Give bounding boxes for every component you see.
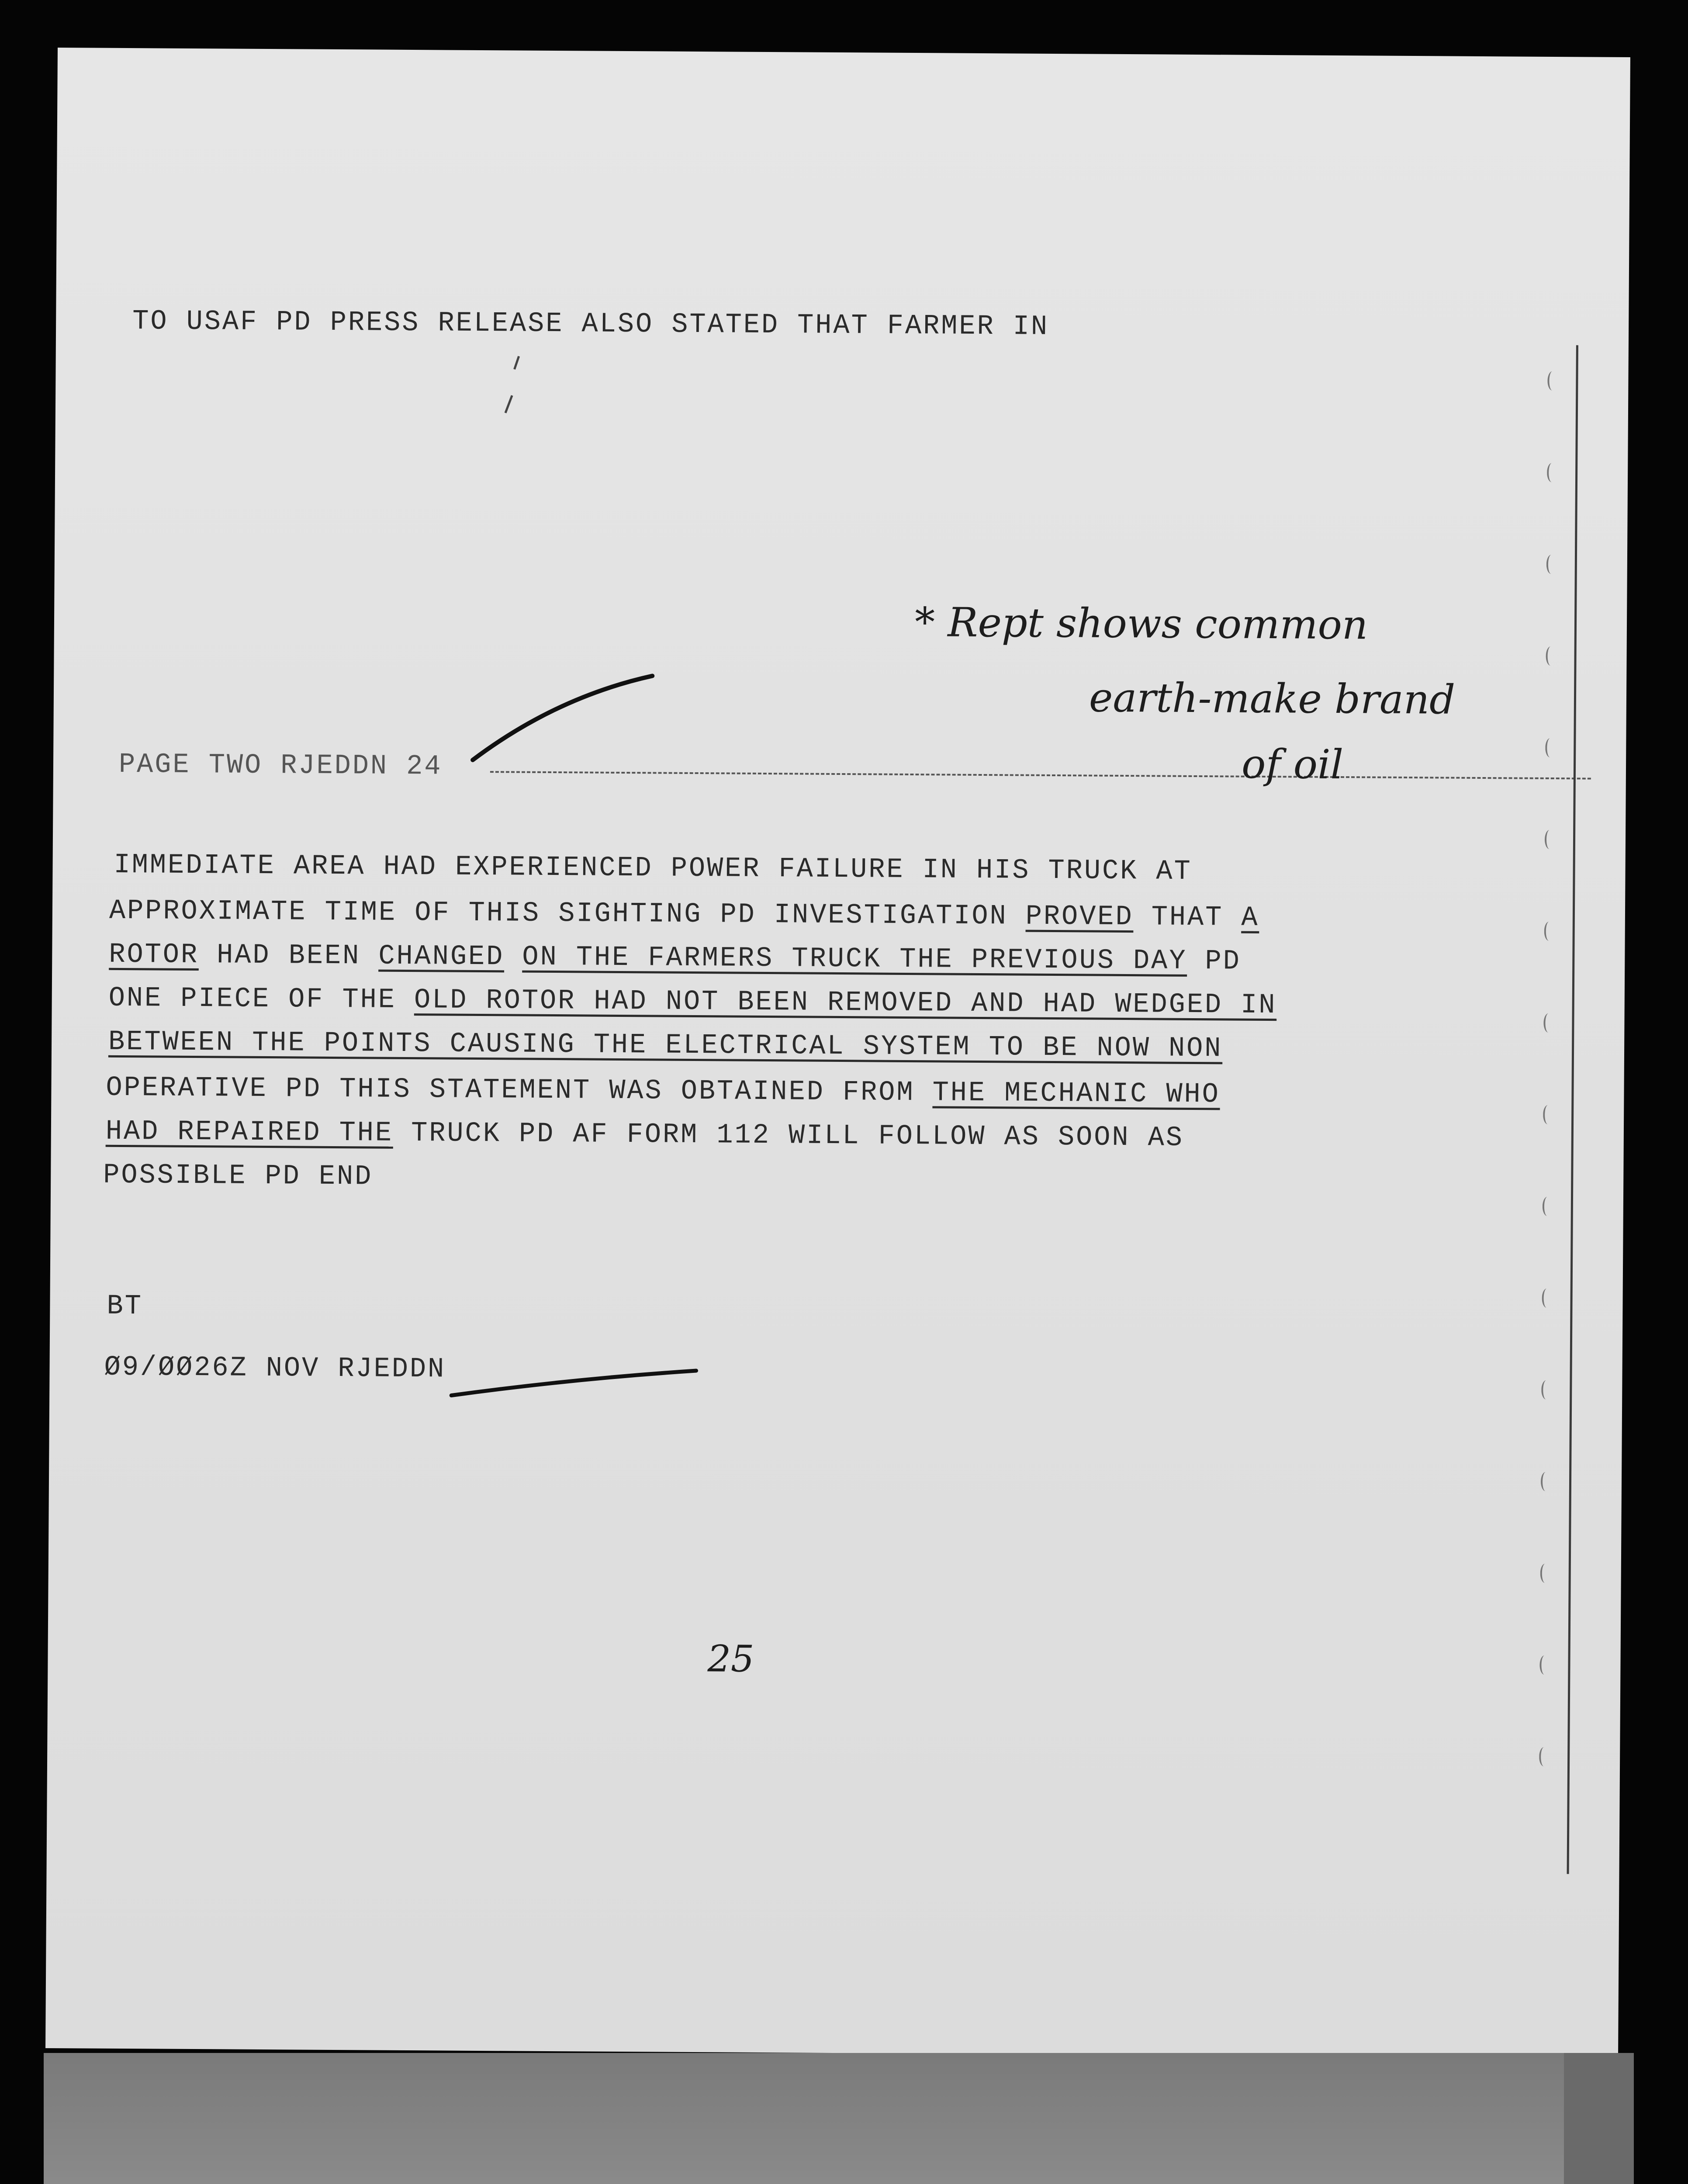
body-text: THAT bbox=[1133, 902, 1242, 934]
body-text: APPROXIMATE TIME OF THIS SIGHTING PD INVESTIGATION bbox=[109, 895, 1026, 933]
underlined-text: HAD REPAIRED THE bbox=[105, 1116, 394, 1149]
underlined-text: THE MECHANIC WHO bbox=[932, 1077, 1220, 1111]
document-sheet bbox=[45, 48, 1630, 2058]
body-text: POSSIBLE PD END bbox=[103, 1159, 373, 1193]
handwritten-note-line: earth-make brand bbox=[1089, 674, 1456, 723]
bt-marker: BT bbox=[107, 1290, 143, 1323]
underlined-text: CHANGED bbox=[378, 940, 505, 973]
handwritten-page-number: 25 bbox=[707, 1637, 754, 1680]
pen-stroke-dtg bbox=[451, 1369, 696, 1397]
handwritten-note-line: of oil bbox=[1241, 740, 1344, 788]
continuation-line: TO USAF PD PRESS RELEASE ALSO STATED THAT FARMER IN bbox=[132, 306, 1049, 343]
underlined-text: A bbox=[1241, 902, 1259, 934]
perforation-mark bbox=[1541, 1380, 1551, 1400]
underlined-text: BETWEEN THE POINTS CAUSING THE ELECTRICAL SYSTEM TO BE NOW NON bbox=[108, 1026, 1223, 1065]
body-text: IMMEDIATE AREA HAD EXPERIENCED POWER FAILURE IN HIS TRUCK AT bbox=[114, 849, 1192, 888]
body-text: HAD BEEN bbox=[198, 940, 379, 972]
tick-mark bbox=[505, 356, 519, 413]
body-text: ONE PIECE OF THE bbox=[108, 982, 415, 1016]
background-edge bbox=[1564, 2053, 1634, 2184]
underlined-text: ROTOR bbox=[109, 939, 199, 971]
page-header: PAGE TWO RJEDDN 24 bbox=[118, 749, 443, 783]
underlined-text: OLD ROTOR HAD NOT BEEN REMOVED AND HAD WEDGED IN bbox=[414, 985, 1277, 1022]
pen-stroke-header bbox=[473, 675, 652, 761]
perforation-mark bbox=[1546, 555, 1556, 574]
body-text: PD bbox=[1187, 945, 1241, 978]
pen-strokes bbox=[45, 48, 1630, 2058]
background-paper bbox=[44, 2053, 1634, 2184]
underlined-text: ON THE FARMERS TRUCK THE PREVIOUS DAY bbox=[522, 941, 1187, 977]
body-text: OPERATIVE PD THIS STATEMENT WAS OBTAINED FROM bbox=[106, 1072, 933, 1109]
underlined-text: PROVED bbox=[1025, 901, 1134, 933]
date-time-group: Ø9/ØØ26Z NOV RJEDDN bbox=[104, 1351, 446, 1386]
body-text: TRUCK PD AF FORM 112 WILL FOLLOW AS SOON AS bbox=[393, 1117, 1184, 1154]
perforation-mark bbox=[1547, 463, 1557, 482]
handwritten-note-line: * Rept shows common bbox=[914, 599, 1368, 649]
perforation-mark bbox=[1541, 1472, 1550, 1491]
